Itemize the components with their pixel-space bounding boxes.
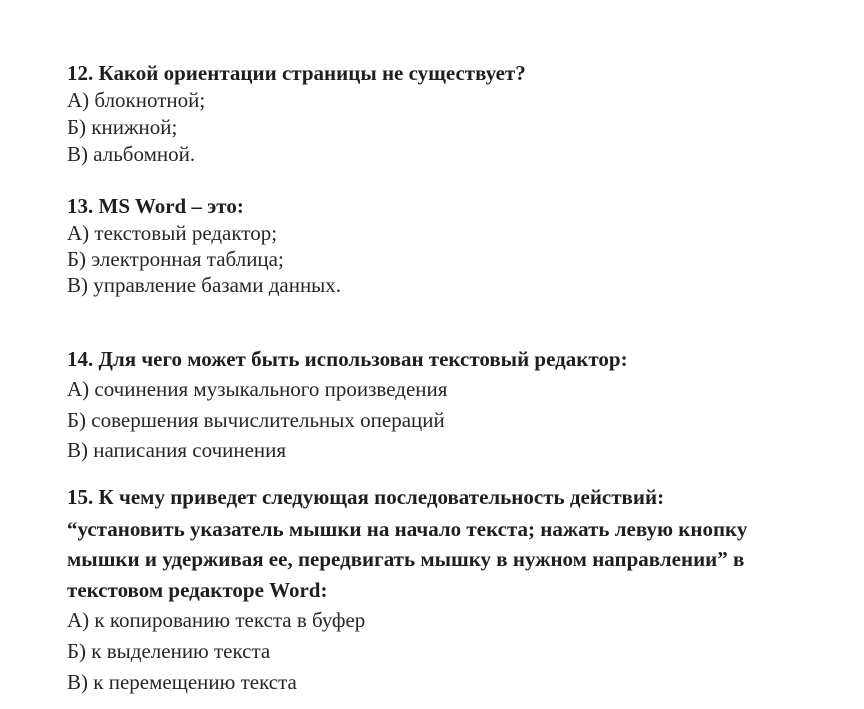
question-title-line: мышки и удерживая ее, передвигать мышку в нужном направлении” в (67, 547, 745, 571)
answer-option: Б) совершения вычислительных операций (67, 408, 445, 432)
question-title: 14. Для чего может быть использован текстовый редактор: (67, 347, 628, 371)
answer-option: Б) книжной; (67, 115, 178, 139)
question-title: 13. MS Word – это: (67, 194, 244, 218)
answer-option: Б) электронная таблица; (67, 247, 284, 271)
answer-option: Б) к выделению текста (67, 639, 271, 663)
question-title-line: текстовом редакторе Word: (67, 578, 328, 602)
answer-option: В) написания сочинения (67, 438, 287, 462)
question-title-line: 15. К чему приведет следующая последовательность действий: (67, 485, 665, 509)
answer-option: А) к копированию текста в буфер (67, 608, 366, 632)
answer-option: А) блокнотной; (67, 88, 206, 112)
answer-option: В) к перемещению текста (67, 670, 297, 694)
answer-option: В) управление базами данных. (67, 273, 342, 297)
answer-option: А) сочинения музыкального произведения (67, 377, 448, 401)
answer-option: А) текстовый редактор; (67, 221, 278, 245)
question-title-line: “установить указатель мышки на начало текста; нажать левую кнопку (67, 517, 748, 541)
answer-option: В) альбомной. (67, 142, 196, 166)
question-title: 12. Какой ориентации страницы не существует? (67, 61, 526, 85)
